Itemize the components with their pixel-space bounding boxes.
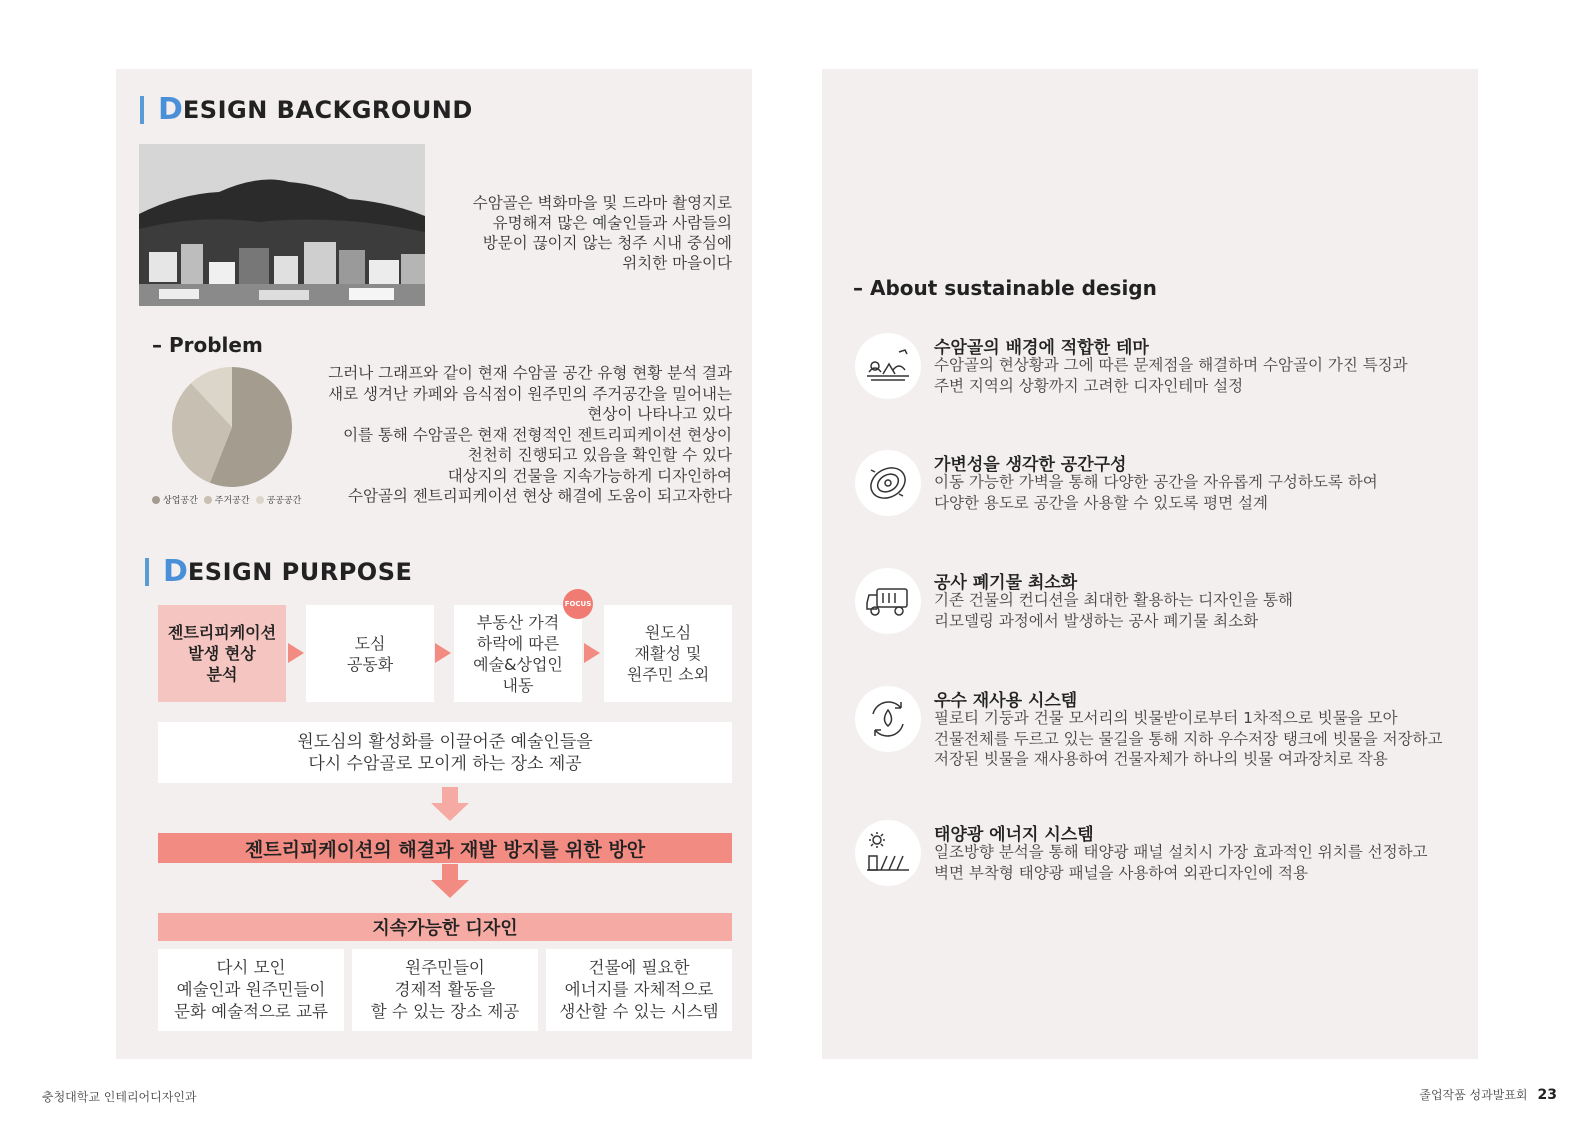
village-photo — [139, 144, 425, 306]
problem-line: 이를 통해 수암골은 현재 전형적인 젠트리피케이션 현상이 — [343, 425, 732, 444]
flow-line: 하락에 따른 — [476, 633, 560, 653]
flow-line: 도심 — [354, 633, 386, 653]
solar-panel-icon — [855, 820, 921, 886]
landscape-icon — [855, 333, 921, 399]
about-title: – About sustainable design — [853, 276, 1157, 300]
pie-chart — [170, 365, 294, 489]
intro-line: 위치한 마을이다 — [622, 254, 732, 272]
legend-label: 공공공간 — [266, 496, 302, 506]
title-accent-bar — [140, 96, 144, 124]
title-rest: ESIGN PURPOSE — [187, 557, 413, 586]
truck-icon — [855, 568, 921, 634]
problem-line: 천천히 진행되고 있음을 확인할 수 있다 — [467, 446, 732, 464]
flow-line: 젠트리피케이션 — [167, 623, 277, 642]
about-item-desc: 이동 가능한 가벽을 통해 다양한 공간을 자유롭게 구성하도록 하여 다양한 용도로 공간을 사용할 수 있도록 평면 설계 — [934, 473, 1378, 512]
flow-line: 부동산 가격 — [476, 612, 560, 632]
pie-legend — [152, 493, 301, 506]
about-item-desc: 필로티 기둥과 건물 모서리의 빗물받이로부터 1차적으로 빗물을 모아 건물전체를 두르고 있는 물길을 통해 지하 우수저장 탱크에 빗물을 저장하고 저장된 빗물을 재사용하여 건물자체가 하나의 빗물 여과장치로 작용 — [934, 709, 1443, 768]
design-purpose-title — [145, 554, 412, 589]
legend-swatch — [256, 496, 264, 504]
flow-line: 원주민 소외 — [626, 665, 710, 684]
problem-line: 대상지의 건물을 지속가능하게 디자인하여 — [447, 466, 732, 485]
goal-line: 에너지를 자체적으로 — [564, 980, 714, 999]
problem-line: 새로 생겨난 카페와 음식점이 원주민의 주거공간을 밀어내는 — [328, 384, 732, 403]
place-line: 다시 수암골로 모이게 하는 장소 제공 — [308, 753, 582, 774]
footer-department: 충청대학교 인테리어디자인과 — [42, 1090, 197, 1104]
goal-line: 예술인과 원주민들이 — [176, 980, 326, 999]
flow-line: 원도심 — [644, 623, 692, 642]
flow-step-revitalization — [604, 605, 732, 702]
goal-line: 경제적 활동을 — [394, 980, 496, 999]
flow-line: 분석 — [206, 665, 238, 684]
about-item-desc: 수암골의 현상황과 그에 따른 문제점을 해결하며 수암골이 가진 특징과 주변 지역의 상황까지 고려한 디자인테마 설정 — [934, 356, 1408, 395]
flow-arrow-icon — [584, 643, 600, 663]
problem-text — [292, 363, 732, 507]
about-item — [855, 333, 1465, 403]
flow-line: 내동 — [502, 675, 534, 695]
title-rest: ESIGN BACKGROUND — [182, 95, 473, 124]
about-item-desc: 일조방향 분석을 통해 태양광 패널 설치시 가장 효과적인 위치를 선정하고 벽면 부착형 태양광 패널을 사용하여 외관디자인에 적용 — [934, 843, 1428, 882]
flow-step-analysis — [158, 605, 286, 702]
about-item — [855, 686, 1465, 766]
flow-step-migration — [454, 605, 582, 702]
flow-line: 공동화 — [346, 654, 394, 674]
problem-line: 현상이 나타나고 있다 — [587, 405, 732, 423]
problem-label: – Problem — [152, 333, 263, 357]
intro-text — [402, 193, 732, 273]
intro-line: 수암골은 벽화마을 및 드라마 촬영지로 — [472, 194, 732, 212]
goal-line: 원주민들이 — [405, 958, 485, 977]
right-panel — [822, 69, 1478, 1059]
goal-line: 할 수 있는 장소 제공 — [370, 1002, 520, 1021]
about-item — [855, 568, 1465, 638]
goal-line: 다시 모인 — [216, 958, 286, 977]
about-item-title: 공사 폐기물 최소화 — [934, 573, 1078, 593]
title-accent-bar — [145, 558, 149, 586]
solution-banner: 젠트리피케이션의 해결과 재발 방지를 위한 방안 — [158, 833, 732, 863]
flow-arrow-icon — [288, 643, 304, 663]
title-initial: D — [163, 554, 188, 589]
legend-swatch — [204, 496, 212, 504]
water-recycle-icon — [855, 686, 921, 752]
legend-label: 상업공간 — [163, 496, 198, 506]
legend-item — [204, 493, 250, 506]
place-line: 원도심의 활성화를 이끌어준 예술인들을 — [297, 731, 593, 752]
goal-line: 생산할 수 있는 시스템 — [559, 1002, 719, 1021]
flexible-space-icon — [855, 450, 921, 516]
flow-line: 발생 현상 — [188, 644, 256, 663]
focus-badge: FOCUS — [563, 589, 593, 619]
page-number: 23 — [1537, 1087, 1557, 1103]
flow-arrow-icon — [435, 643, 451, 663]
goal-line: 문화 예술적으로 교류 — [174, 1002, 328, 1021]
flow-step-hollowing — [306, 605, 434, 702]
down-arrow-icon — [431, 787, 469, 821]
problem-line: 수암골의 젠트리피케이션 현상 해결에 도움이 되고자한다 — [348, 487, 732, 505]
intro-line: 유명해져 많은 예술인들과 사람들의 — [492, 214, 732, 232]
down-arrow-icon — [431, 864, 469, 898]
problem-line: 그러나 그래프와 같이 현재 수암골 공간 유형 현황 분석 결과 — [328, 364, 732, 382]
about-item-title: 우수 재사용 시스템 — [934, 691, 1078, 711]
footer-event-name: 졸업작품 성과발표회 — [1419, 1088, 1528, 1102]
about-item — [855, 450, 1465, 520]
about-item-title: 수암골의 배경에 적합한 테마 — [934, 338, 1149, 358]
flow-line: 재활성 및 — [634, 644, 702, 663]
about-item-title: 가변성을 생각한 공간구성 — [934, 455, 1127, 475]
design-background-title — [140, 92, 473, 127]
goal-line: 건물에 필요한 — [588, 958, 690, 977]
title-initial: D — [158, 92, 183, 127]
goal-box-exchange — [158, 949, 344, 1031]
goal-box-energy — [546, 949, 732, 1031]
about-item-desc: 기존 건물의 컨디션을 최대한 활용하는 디자인을 통해 리모델링 과정에서 발생하는 공사 폐기물 최소화 — [934, 591, 1293, 630]
about-item-title: 태양광 에너지 시스템 — [934, 825, 1094, 845]
flow-line: 예술&상업인 — [473, 654, 563, 674]
place-provision-box — [158, 722, 732, 783]
sustainable-design-banner: 지속가능한 디자인 — [158, 913, 732, 941]
about-item — [855, 820, 1465, 890]
legend-label: 주거공간 — [214, 496, 250, 506]
legend-swatch — [152, 496, 160, 504]
footer-event — [1419, 1086, 1557, 1103]
goal-box-economy — [352, 949, 538, 1031]
intro-line: 방문이 끊이지 않는 청주 시내 중심에 — [482, 234, 732, 252]
legend-item — [152, 493, 198, 506]
